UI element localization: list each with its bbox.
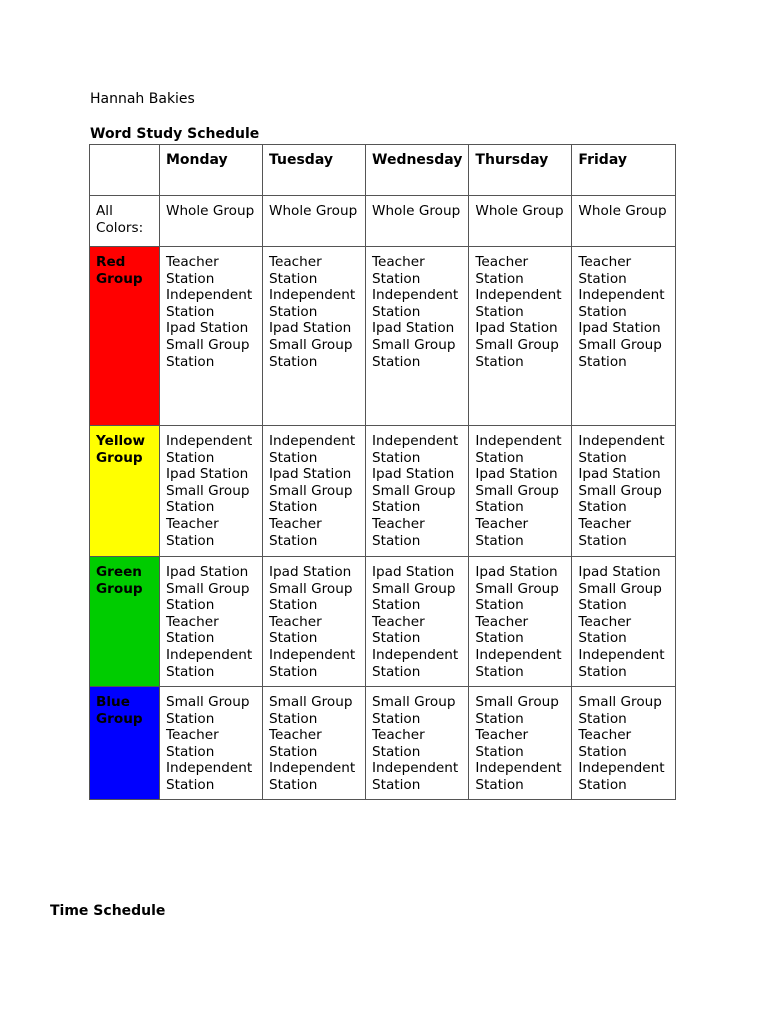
station-line: Ipad Station xyxy=(269,466,352,483)
station-line: Teacher xyxy=(578,254,632,270)
station-line: Independent xyxy=(269,646,356,663)
station-line: Small Group xyxy=(372,482,456,499)
table-cell xyxy=(160,426,263,557)
station-line: Station xyxy=(166,630,215,647)
station-line: Station xyxy=(372,630,421,647)
group-label-yellow: Yellow Group xyxy=(90,426,160,557)
station-line: Independent xyxy=(269,287,356,304)
station-line: Station xyxy=(269,663,318,680)
station-line: Station xyxy=(269,353,318,370)
station-line: Station xyxy=(269,270,318,287)
station-line: Station xyxy=(578,776,627,793)
table-cell xyxy=(469,687,572,800)
station-line: Independent xyxy=(166,287,253,304)
station-line: Independent xyxy=(166,760,253,777)
station-line: Teacher xyxy=(269,254,322,270)
station-line: Station xyxy=(269,597,318,614)
station-line: Station xyxy=(166,710,215,727)
station-line: Station xyxy=(578,710,627,727)
station-line: Independent xyxy=(269,433,356,449)
station-line: Ipad Station xyxy=(269,320,352,337)
station-line: Ipad Station xyxy=(578,564,661,580)
table-cell: Whole Group xyxy=(160,196,263,247)
station-line: Small Group xyxy=(166,580,250,597)
station-line: Station xyxy=(475,270,524,287)
all-colors-row xyxy=(90,196,676,247)
station-line: Independent xyxy=(372,433,459,449)
table-cell xyxy=(572,247,676,426)
station-line: Teacher xyxy=(269,613,322,630)
station-line: Teacher xyxy=(166,613,219,630)
station-line: Station xyxy=(372,710,421,727)
station-line: Independent xyxy=(372,646,459,663)
table-cell xyxy=(263,426,366,557)
station-line: Independent xyxy=(578,433,665,449)
table-cell xyxy=(572,557,676,687)
station-line: Station xyxy=(269,449,318,466)
station-line: Teacher xyxy=(372,254,425,270)
table-cell xyxy=(469,247,572,426)
station-line: Ipad Station xyxy=(166,564,249,580)
station-line: Small Group xyxy=(475,336,559,353)
table-cell xyxy=(263,557,366,687)
station-line: Station xyxy=(166,303,215,320)
header-row xyxy=(90,145,676,196)
station-line: Small Group xyxy=(166,482,250,499)
station-line: Station xyxy=(372,303,421,320)
table-cell xyxy=(469,426,572,557)
station-line: Station xyxy=(475,499,524,516)
document-title: Word Study Schedule xyxy=(90,126,260,142)
station-line: Station xyxy=(475,597,524,614)
station-line: Small Group xyxy=(166,694,250,710)
station-line: Independent xyxy=(578,646,665,663)
station-line: Station xyxy=(166,743,215,760)
group-label-blue: Blue Group xyxy=(90,687,160,800)
station-line: Independent xyxy=(475,646,562,663)
station-line: Station xyxy=(578,303,627,320)
table-cell: Whole Group xyxy=(469,196,572,247)
station-line: Small Group xyxy=(578,580,662,597)
blue-group-row xyxy=(90,687,676,800)
station-line: Teacher xyxy=(372,613,425,630)
table-cell xyxy=(469,557,572,687)
station-line: Station xyxy=(475,743,524,760)
station-line: Station xyxy=(475,449,524,466)
station-line: Independent xyxy=(578,287,665,304)
station-line: Ipad Station xyxy=(475,466,558,483)
station-line: Ipad Station xyxy=(372,320,455,337)
station-line: Independent xyxy=(475,433,562,449)
station-line: Small Group xyxy=(578,482,662,499)
table-cell xyxy=(572,426,676,557)
station-line: Station xyxy=(578,353,627,370)
station-line: Teacher xyxy=(475,254,529,270)
day-header: Wednesday xyxy=(366,145,469,196)
table-cell: Whole Group xyxy=(263,196,366,247)
station-line: Station xyxy=(166,663,215,680)
station-line: Teacher xyxy=(578,727,632,744)
station-line: Small Group xyxy=(578,694,662,710)
station-line: Station xyxy=(578,743,627,760)
station-line: Station xyxy=(166,449,215,466)
station-line: Station xyxy=(475,710,524,727)
station-line: Teacher xyxy=(578,515,632,532)
station-line: Station xyxy=(269,630,318,647)
table-cell xyxy=(263,247,366,426)
station-line: Independent xyxy=(166,646,253,663)
station-line: Teacher xyxy=(166,515,219,532)
station-line: Small Group xyxy=(166,336,250,353)
station-line: Small Group xyxy=(372,336,456,353)
all-colors-label: All Colors: xyxy=(90,196,160,247)
station-line: Ipad Station xyxy=(269,564,352,580)
station-line: Station xyxy=(372,776,421,793)
station-line: Station xyxy=(372,353,421,370)
station-line: Station xyxy=(578,597,627,614)
station-line: Small Group xyxy=(475,482,559,499)
station-line: Independent xyxy=(372,760,459,777)
station-line: Station xyxy=(475,663,524,680)
station-line: Small Group xyxy=(372,580,456,597)
station-line: Small Group xyxy=(269,694,353,710)
station-line: Independent xyxy=(475,760,562,777)
station-line: Station xyxy=(578,663,627,680)
table-cell: Whole Group xyxy=(366,196,469,247)
station-line: Station xyxy=(578,270,627,287)
station-line: Small Group xyxy=(578,336,662,353)
station-line: Small Group xyxy=(269,580,353,597)
station-line: Station xyxy=(269,303,318,320)
table-cell xyxy=(160,557,263,687)
station-line: Station xyxy=(166,353,215,370)
station-line: Independent xyxy=(475,287,562,304)
table-cell xyxy=(366,687,469,800)
station-line: Ipad Station xyxy=(475,320,558,337)
yellow-group-row xyxy=(90,426,676,557)
station-line: Station xyxy=(475,303,524,320)
station-line: Ipad Station xyxy=(372,466,455,483)
station-line: Small Group xyxy=(269,482,353,499)
station-line: Station xyxy=(578,532,627,549)
station-line: Ipad Station xyxy=(372,564,455,580)
station-line: Teacher xyxy=(578,613,632,630)
author-name: Hannah Bakies xyxy=(90,91,195,107)
station-line: Ipad Station xyxy=(166,320,249,337)
station-line: Station xyxy=(269,743,318,760)
station-line: Station xyxy=(372,449,421,466)
station-line: Station xyxy=(372,743,421,760)
day-header: Thursday xyxy=(469,145,572,196)
station-line: Station xyxy=(166,270,215,287)
station-line: Station xyxy=(166,532,215,549)
station-line: Independent xyxy=(578,760,665,777)
station-line: Station xyxy=(269,499,318,516)
station-line: Teacher xyxy=(372,727,425,744)
time-schedule-title: Time Schedule xyxy=(50,903,166,919)
station-line: Station xyxy=(269,710,318,727)
station-line: Station xyxy=(475,532,524,549)
station-line: Station xyxy=(475,353,524,370)
table-cell xyxy=(160,247,263,426)
table-cell xyxy=(366,426,469,557)
station-line: Ipad Station xyxy=(475,564,558,580)
station-line: Station xyxy=(578,449,627,466)
station-line: Independent xyxy=(166,433,253,449)
group-label-green: Green Group xyxy=(90,557,160,687)
station-line: Teacher xyxy=(475,727,529,744)
table-cell xyxy=(366,557,469,687)
station-line: Station xyxy=(372,270,421,287)
station-line: Station xyxy=(578,499,627,516)
station-line: Station xyxy=(475,630,524,647)
station-line: Station xyxy=(166,776,215,793)
table-cell xyxy=(572,687,676,800)
station-line: Teacher xyxy=(475,515,529,532)
day-header: Friday xyxy=(572,145,676,196)
station-line: Ipad Station xyxy=(578,466,661,483)
station-line: Station xyxy=(269,532,318,549)
station-line: Ipad Station xyxy=(578,320,661,337)
day-header: Monday xyxy=(160,145,263,196)
station-line: Small Group xyxy=(269,336,353,353)
word-study-schedule-table xyxy=(89,144,676,800)
station-line: Station xyxy=(578,630,627,647)
station-line: Small Group xyxy=(475,580,559,597)
station-line: Teacher xyxy=(269,515,322,532)
day-header: Tuesday xyxy=(263,145,366,196)
station-line: Teacher xyxy=(166,727,219,744)
station-line: Teacher xyxy=(166,254,219,270)
station-line: Small Group xyxy=(372,694,456,710)
green-group-row xyxy=(90,557,676,687)
station-line: Station xyxy=(166,499,215,516)
station-line: Small Group xyxy=(475,694,559,710)
table-cell: Whole Group xyxy=(572,196,676,247)
corner-cell xyxy=(90,145,160,196)
station-line: Station xyxy=(166,597,215,614)
table-cell xyxy=(366,247,469,426)
group-label-red: Red Group xyxy=(90,247,160,426)
station-line: Teacher xyxy=(372,515,425,532)
station-line: Station xyxy=(372,663,421,680)
red-group-row xyxy=(90,247,676,426)
station-line: Independent xyxy=(372,287,459,304)
table-cell xyxy=(160,687,263,800)
table-cell xyxy=(263,687,366,800)
station-line: Ipad Station xyxy=(166,466,249,483)
station-line: Station xyxy=(372,499,421,516)
station-line: Independent xyxy=(269,760,356,777)
station-line: Station xyxy=(269,776,318,793)
station-line: Teacher xyxy=(269,727,322,744)
station-line: Station xyxy=(475,776,524,793)
station-line: Teacher xyxy=(475,613,529,630)
station-line: Station xyxy=(372,532,421,549)
station-line: Station xyxy=(372,597,421,614)
